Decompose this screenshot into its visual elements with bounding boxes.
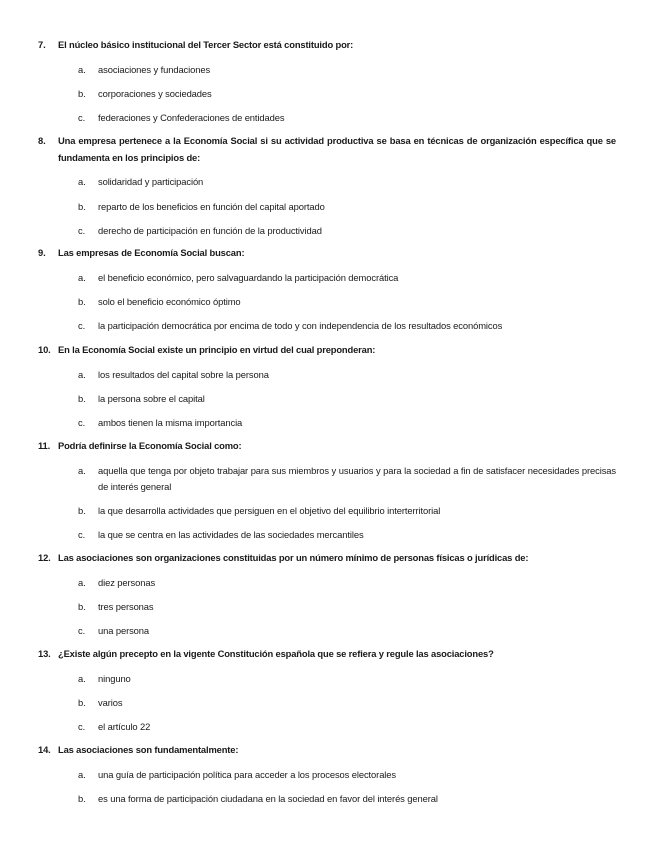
option-letter: a.	[78, 271, 86, 283]
option-text: diez personas	[98, 576, 156, 588]
option-text: la persona sobre el capital	[98, 393, 205, 405]
option-text: los resultados del capital sobre la persona	[98, 368, 269, 380]
option-b	[78, 294, 616, 310]
option-text: una guía de participación política para acceder a los procesos electorales	[98, 768, 396, 780]
option-text: el beneficio económico, pero salvaguardando la participación democrática	[98, 271, 399, 283]
option-text: el artículo 22	[98, 721, 151, 733]
option-a	[78, 62, 616, 78]
option-text: ambos tienen la misma importancia	[98, 417, 243, 429]
option-a	[78, 270, 616, 286]
option-letter: a.	[78, 672, 86, 684]
option-letter: a.	[78, 63, 86, 75]
question-13	[38, 646, 616, 735]
option-a	[78, 463, 616, 495]
question-text: En la Economía Social existe un principio en virtud del cual preponderan:	[58, 344, 376, 355]
question-7	[38, 37, 616, 126]
question-header	[38, 438, 616, 455]
option-c	[78, 318, 616, 334]
options-list	[38, 367, 616, 431]
option-letter: a.	[78, 464, 86, 476]
option-text: derecho de participación en función de la productividad	[98, 224, 322, 236]
option-letter: c.	[78, 320, 86, 332]
question-header	[38, 742, 616, 759]
question-header	[38, 133, 616, 166]
option-letter: c.	[78, 112, 86, 124]
option-letter: c.	[78, 529, 86, 541]
question-text: Las asociaciones son fundamentalmente:	[58, 744, 239, 755]
option-text: la que se centra en las actividades de las sociedades mercantiles	[98, 529, 364, 541]
option-letter: b.	[78, 200, 86, 212]
option-b	[78, 503, 616, 519]
option-c	[78, 415, 616, 431]
options-list	[38, 463, 616, 543]
question-header	[38, 37, 616, 54]
options-list	[38, 767, 616, 807]
option-letter: a.	[78, 176, 86, 188]
option-letter: a.	[78, 768, 86, 780]
option-a	[78, 767, 616, 783]
options-list	[38, 575, 616, 639]
question-9	[38, 245, 616, 334]
option-text: reparto de los beneficios en función del capital aportado	[98, 200, 325, 212]
question-number: 8.	[38, 135, 46, 146]
option-text: corporaciones y sociedades	[98, 88, 212, 100]
option-b	[78, 791, 616, 807]
option-b	[78, 391, 616, 407]
option-b	[78, 695, 616, 711]
option-text: es una forma de participación ciudadana en la sociedad en favor del interés general	[98, 793, 438, 805]
option-text: la participación democrática por encima de todo y con independencia de los resultados económicos	[98, 320, 503, 332]
question-number: 9.	[38, 247, 46, 258]
option-text: aquella que tenga por objeto trabajar para sus miembros y usuarios y para la sociedad a fin de satisfacer necesidades precisas de interés general	[98, 464, 616, 492]
question-number: 7.	[38, 39, 46, 50]
option-a	[78, 575, 616, 591]
option-text: una persona	[98, 625, 150, 637]
question-header	[38, 245, 616, 262]
option-letter: a.	[78, 368, 86, 380]
option-text: solo el beneficio económico óptimo	[98, 296, 241, 308]
question-text: Podría definirse la Economía Social como:	[58, 440, 242, 451]
option-text: solidaridad y participación	[98, 176, 204, 188]
options-list	[38, 671, 616, 735]
question-header	[38, 646, 616, 663]
option-letter: b.	[78, 601, 86, 613]
question-number: 14.	[38, 744, 51, 755]
question-text: Una empresa pertenece a la Economía Social si su actividad productiva se basa en técnicas de organización específica que se fundamenta en los principios de:	[58, 135, 616, 163]
option-letter: b.	[78, 505, 86, 516]
option-c	[78, 223, 616, 239]
option-a	[78, 367, 616, 383]
option-text: federaciones y Confederaciones de entidades	[98, 112, 285, 124]
question-12	[38, 550, 616, 639]
question-11	[38, 438, 616, 543]
option-b	[78, 199, 616, 215]
option-text: ninguno	[98, 672, 131, 684]
question-header	[38, 550, 616, 567]
question-number: 12.	[38, 552, 51, 563]
question-number: 11.	[38, 440, 51, 451]
question-number: 13.	[38, 648, 51, 659]
question-8	[38, 133, 616, 239]
question-text: ¿Existe algún precepto en la vigente Constitución española que se refiera y regule las asociaciones?	[58, 648, 494, 659]
option-b	[78, 599, 616, 615]
options-list	[38, 174, 616, 238]
option-c	[78, 527, 616, 543]
option-a	[78, 174, 616, 190]
option-text: varios	[98, 697, 123, 709]
options-list	[38, 270, 616, 334]
option-letter: a.	[78, 576, 86, 588]
question-number: 10.	[38, 344, 51, 355]
question-header	[38, 342, 616, 359]
option-letter: b.	[78, 697, 86, 709]
option-c	[78, 719, 616, 735]
question-14	[38, 742, 616, 807]
question-text: Las asociaciones son organizaciones constituidas por un número mínimo de personas físicas o jurídicas de:	[58, 552, 529, 563]
question-text: Las empresas de Economía Social buscan:	[58, 247, 245, 258]
option-letter: b.	[78, 296, 86, 308]
option-letter: c.	[78, 417, 86, 429]
option-c	[78, 623, 616, 639]
option-b	[78, 86, 616, 102]
option-letter: b.	[78, 793, 86, 805]
option-text: tres personas	[98, 601, 154, 613]
option-letter: c.	[78, 721, 86, 733]
option-letter: b.	[78, 393, 86, 405]
options-list	[38, 62, 616, 126]
option-c	[78, 110, 616, 126]
question-text: El núcleo básico institucional del Tercer Sector está constituido por:	[58, 39, 354, 50]
option-a	[78, 671, 616, 687]
option-text: la que desarrolla actividades que persiguen en el objetivo del equilibrio interterritorial	[98, 505, 441, 516]
option-letter: c.	[78, 224, 86, 236]
option-text: asociaciones y fundaciones	[98, 63, 211, 75]
option-letter: c.	[78, 625, 86, 637]
question-10	[38, 342, 616, 431]
option-letter: b.	[78, 88, 86, 100]
